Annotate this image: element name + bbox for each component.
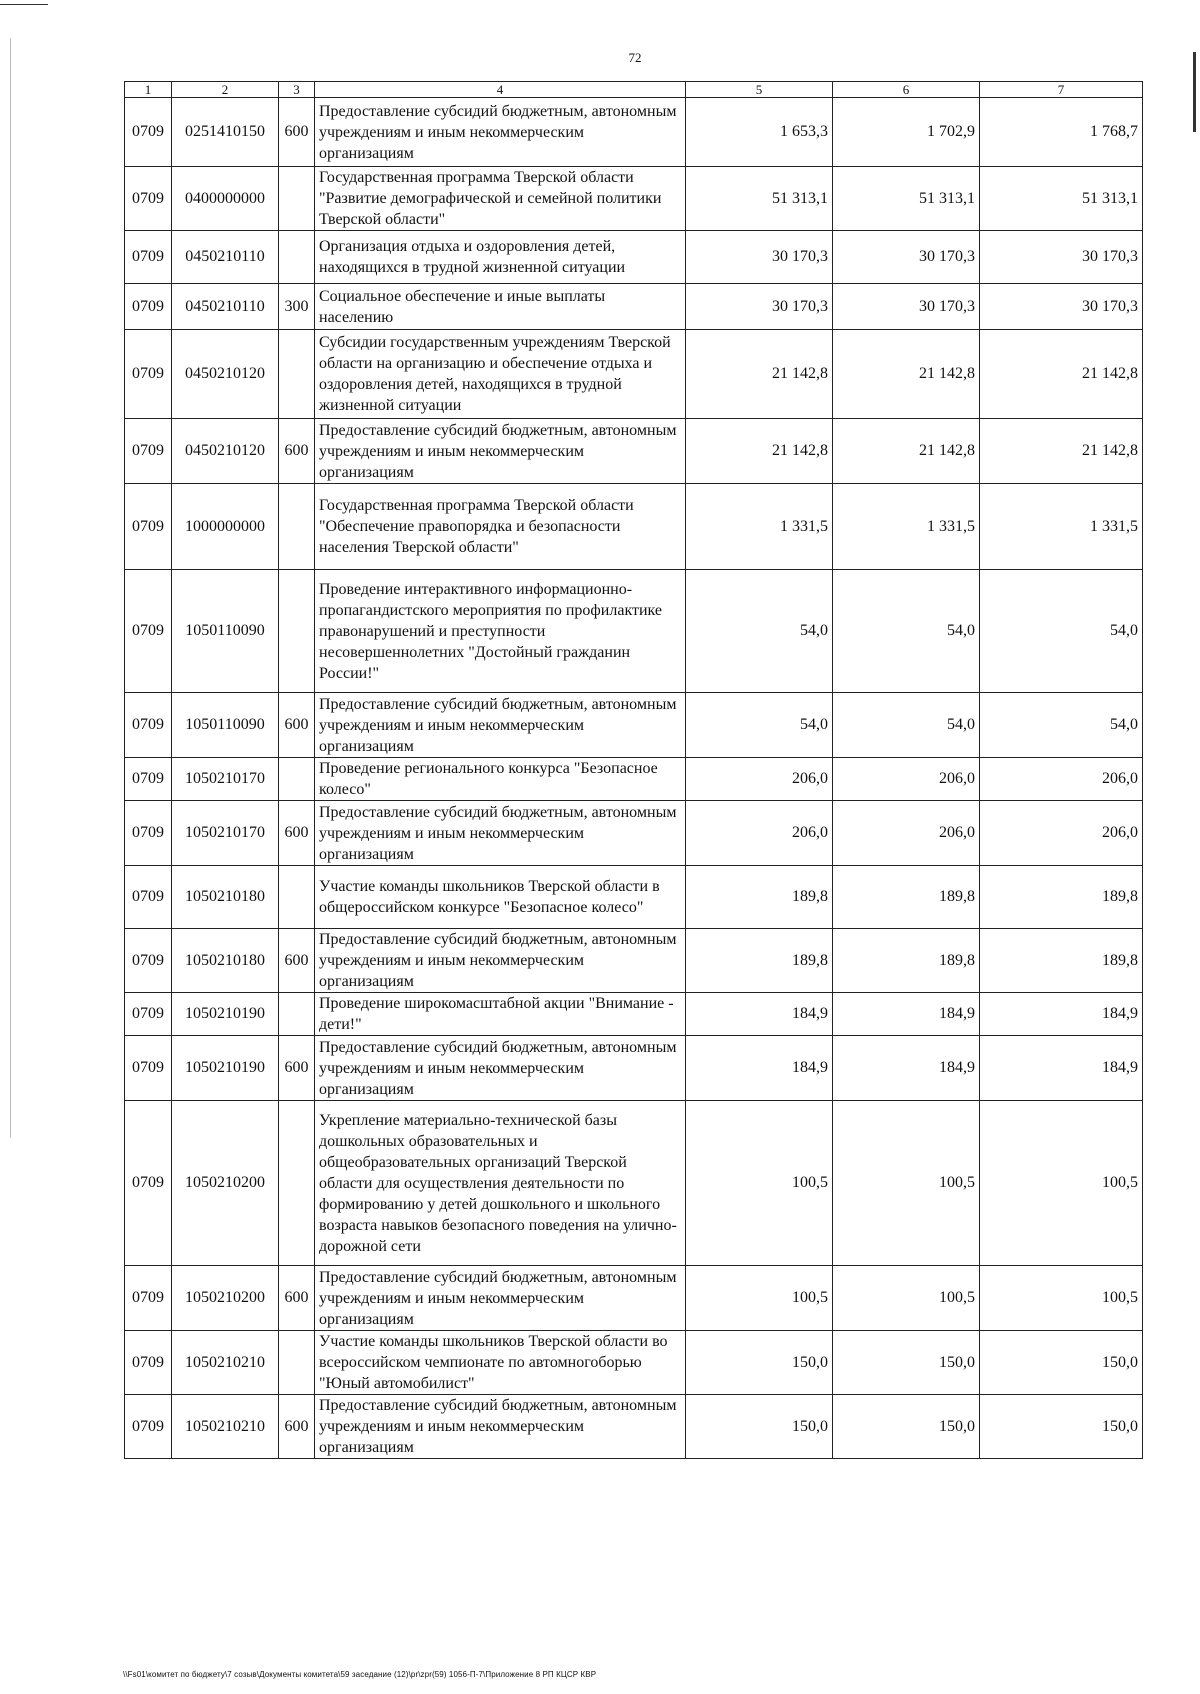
amount-col7-cell: 21 142,8: [980, 419, 1143, 484]
table-row: [125, 419, 1143, 484]
scan-margin-line: [10, 38, 11, 1138]
amount-col6-cell: 206,0: [833, 801, 980, 866]
target-article-code-cell: 1050210170: [172, 801, 279, 866]
amount-col6-cell: 184,9: [833, 993, 980, 1036]
amount-col6-cell: 1 702,9: [833, 98, 980, 167]
amount-col5-cell: 21 142,8: [686, 330, 833, 419]
expense-type-code-cell: [279, 993, 315, 1036]
expense-type-code-cell: [279, 484, 315, 570]
target-article-code-cell: 1050210190: [172, 993, 279, 1036]
amount-col7-cell: 30 170,3: [980, 231, 1143, 284]
amount-col7-cell: 1 768,7: [980, 98, 1143, 167]
target-article-code-cell: 1050210200: [172, 1101, 279, 1266]
description-cell: Проведение интерактивного информационно-пропагандистского мероприятия по профилактике правонарушений и преступности несовершеннолетних "Достойный гражданин России!": [315, 570, 686, 693]
amount-col5-cell: 100,5: [686, 1266, 833, 1331]
header-row: [125, 82, 1143, 98]
amount-col7-cell: 189,8: [980, 929, 1143, 993]
expense-type-code-cell: [279, 1331, 315, 1395]
amount-col7-cell: 51 313,1: [980, 167, 1143, 231]
description-cell: Предоставление субсидий бюджетным, автономным учреждениям и иным некоммерческим организациям: [315, 1036, 686, 1101]
section-code-cell: 0709: [125, 1266, 172, 1331]
amount-col5-cell: 189,8: [686, 866, 833, 929]
amount-col7-cell: 1 331,5: [980, 484, 1143, 570]
amount-col6-cell: 206,0: [833, 758, 980, 801]
table-row: [125, 758, 1143, 801]
expense-type-code-cell: [279, 330, 315, 419]
description-cell: Предоставление субсидий бюджетным, автономным учреждениям и иным некоммерческим организациям: [315, 1395, 686, 1459]
table-row: [125, 484, 1143, 570]
amount-col7-cell: 206,0: [980, 801, 1143, 866]
amount-col6-cell: 100,5: [833, 1101, 980, 1266]
description-cell: Предоставление субсидий бюджетным, автономным учреждениям и иным некоммерческим организациям: [315, 419, 686, 484]
amount-col6-cell: 21 142,8: [833, 419, 980, 484]
section-code-cell: 0709: [125, 929, 172, 993]
expense-type-code-cell: 600: [279, 419, 315, 484]
section-code-cell: 0709: [125, 167, 172, 231]
table-row: [125, 231, 1143, 284]
description-cell: Предоставление субсидий бюджетным, автономным учреждениям и иным некоммерческим организациям: [315, 801, 686, 866]
amount-col7-cell: 54,0: [980, 693, 1143, 758]
target-article-code-cell: 0450210120: [172, 330, 279, 419]
expense-type-code-cell: 600: [279, 801, 315, 866]
target-article-code-cell: 1050210180: [172, 866, 279, 929]
target-article-code-cell: 0450210110: [172, 231, 279, 284]
section-code-cell: 0709: [125, 1395, 172, 1459]
amount-col6-cell: 54,0: [833, 570, 980, 693]
section-code-cell: 0709: [125, 693, 172, 758]
amount-col5-cell: 184,9: [686, 1036, 833, 1101]
table-row: [125, 1331, 1143, 1395]
amount-col5-cell: 51 313,1: [686, 167, 833, 231]
description-cell: Предоставление субсидий бюджетным, автономным учреждениям и иным некоммерческим организациям: [315, 929, 686, 993]
section-code-cell: 0709: [125, 284, 172, 330]
page-number: 72: [628, 50, 642, 65]
corner-line: [0, 4, 48, 5]
description-cell: Участие команды школьников Тверской области во всероссийском чемпионате по автомногоборью "Юный автомобилист": [315, 1331, 686, 1395]
expense-type-code-cell: 600: [279, 1266, 315, 1331]
amount-col6-cell: 150,0: [833, 1331, 980, 1395]
amount-col6-cell: 100,5: [833, 1266, 980, 1331]
budget-table: [124, 81, 1143, 1459]
amount-col7-cell: 150,0: [980, 1331, 1143, 1395]
amount-col6-cell: 1 331,5: [833, 484, 980, 570]
header-col-4: 4: [315, 82, 686, 98]
section-code-cell: 0709: [125, 1331, 172, 1395]
section-code-cell: 0709: [125, 1036, 172, 1101]
target-article-code-cell: 1050110090: [172, 693, 279, 758]
target-article-code-cell: 1050210200: [172, 1266, 279, 1331]
section-code-cell: 0709: [125, 231, 172, 284]
amount-col5-cell: 30 170,3: [686, 231, 833, 284]
target-article-code-cell: 1050210180: [172, 929, 279, 993]
description-cell: Проведение регионального конкурса "Безопасное колесо": [315, 758, 686, 801]
table-row: [125, 929, 1143, 993]
expense-type-code-cell: [279, 231, 315, 284]
header-col-1: 1: [125, 82, 172, 98]
section-code-cell: 0709: [125, 758, 172, 801]
amount-col7-cell: 189,8: [980, 866, 1143, 929]
table-row: [125, 993, 1143, 1036]
target-article-code-cell: 1050210210: [172, 1395, 279, 1459]
expense-type-code-cell: [279, 866, 315, 929]
description-cell: Укрепление материально-технической базы дошкольных образовательных и общеобразовательных организаций Тверской области для осуществления деятельности по формированию у детей дошкольного и школьного возраста навыков безопасного поведения на улично-дорожной сети: [315, 1101, 686, 1266]
description-cell: Предоставление субсидий бюджетным, автономным учреждениям и иным некоммерческим организациям: [315, 1266, 686, 1331]
target-article-code-cell: 1050110090: [172, 570, 279, 693]
expense-type-code-cell: [279, 758, 315, 801]
section-code-cell: 0709: [125, 330, 172, 419]
amount-col5-cell: 30 170,3: [686, 284, 833, 330]
target-article-code-cell: 1050210170: [172, 758, 279, 801]
amount-col6-cell: 30 170,3: [833, 231, 980, 284]
description-cell: Организация отдыха и оздоровления детей, находящихся в трудной жизненной ситуации: [315, 231, 686, 284]
table-row: [125, 693, 1143, 758]
target-article-code-cell: 0450210120: [172, 419, 279, 484]
target-article-code-cell: 1000000000: [172, 484, 279, 570]
description-cell: Субсидии государственным учреждениям Тверской области на организацию и обеспечение отдыха и оздоровления детей, находящихся в трудной жизненной ситуации: [315, 330, 686, 419]
footer-file-path: \\Fs01\комитет по бюджету\7 созыв\Документы комитета\59 заседание (12)\pr\zpr(59) 1056-П-7\Приложение 8 РП КЦСР КВР: [123, 1670, 597, 1679]
expense-type-code-cell: [279, 167, 315, 231]
amount-col7-cell: 184,9: [980, 993, 1143, 1036]
amount-col7-cell: 206,0: [980, 758, 1143, 801]
amount-col6-cell: 51 313,1: [833, 167, 980, 231]
amount-col6-cell: 189,8: [833, 929, 980, 993]
amount-col7-cell: 100,5: [980, 1101, 1143, 1266]
amount-col7-cell: 150,0: [980, 1395, 1143, 1459]
amount-col6-cell: 21 142,8: [833, 330, 980, 419]
amount-col5-cell: 206,0: [686, 758, 833, 801]
amount-col6-cell: 184,9: [833, 1036, 980, 1101]
header-col-5: 5: [686, 82, 833, 98]
expense-type-code-cell: 300: [279, 284, 315, 330]
amount-col6-cell: 189,8: [833, 866, 980, 929]
amount-col5-cell: 54,0: [686, 693, 833, 758]
description-cell: Государственная программа Тверской области "Обеспечение правопорядка и безопасности населения Тверской области": [315, 484, 686, 570]
table-row: [125, 1395, 1143, 1459]
table-row: [125, 570, 1143, 693]
amount-col5-cell: 54,0: [686, 570, 833, 693]
section-code-cell: 0709: [125, 484, 172, 570]
amount-col5-cell: 1 331,5: [686, 484, 833, 570]
target-article-code-cell: 1050210210: [172, 1331, 279, 1395]
amount-col5-cell: 150,0: [686, 1331, 833, 1395]
amount-col6-cell: 54,0: [833, 693, 980, 758]
section-code-cell: 0709: [125, 866, 172, 929]
table-row: [125, 284, 1143, 330]
amount-col5-cell: 189,8: [686, 929, 833, 993]
amount-col6-cell: 150,0: [833, 1395, 980, 1459]
section-code-cell: 0709: [125, 993, 172, 1036]
section-code-cell: 0709: [125, 801, 172, 866]
target-article-code-cell: 0450210110: [172, 284, 279, 330]
table-row: [125, 167, 1143, 231]
expense-type-code-cell: 600: [279, 693, 315, 758]
header-col-6: 6: [833, 82, 980, 98]
amount-col7-cell: 54,0: [980, 570, 1143, 693]
amount-col7-cell: 184,9: [980, 1036, 1143, 1101]
table-row: [125, 866, 1143, 929]
amount-col7-cell: 100,5: [980, 1266, 1143, 1331]
amount-col5-cell: 150,0: [686, 1395, 833, 1459]
table-row: [125, 801, 1143, 866]
amount-col5-cell: 206,0: [686, 801, 833, 866]
target-article-code-cell: 0251410150: [172, 98, 279, 167]
header-col-7: 7: [980, 82, 1143, 98]
header-col-3: 3: [279, 82, 315, 98]
table-row: [125, 1036, 1143, 1101]
description-cell: Участие команды школьников Тверской области в общероссийском конкурсе "Безопасное колесо": [315, 866, 686, 929]
amount-col5-cell: 21 142,8: [686, 419, 833, 484]
table-row: [125, 330, 1143, 419]
description-cell: Государственная программа Тверской области "Развитие демографической и семейной политики Тверской области": [315, 167, 686, 231]
section-code-cell: 0709: [125, 570, 172, 693]
amount-col7-cell: 21 142,8: [980, 330, 1143, 419]
target-article-code-cell: 0400000000: [172, 167, 279, 231]
expense-type-code-cell: [279, 1101, 315, 1266]
amount-col7-cell: 30 170,3: [980, 284, 1143, 330]
description-cell: Предоставление субсидий бюджетным, автономным учреждениям и иным некоммерческим организациям: [315, 693, 686, 758]
header-col-2: 2: [172, 82, 279, 98]
description-cell: Социальное обеспечение и иные выплаты населению: [315, 284, 686, 330]
expense-type-code-cell: 600: [279, 98, 315, 167]
description-cell: Предоставление субсидий бюджетным, автономным учреждениям и иным некоммерческим организациям: [315, 98, 686, 167]
section-code-cell: 0709: [125, 1101, 172, 1266]
amount-col6-cell: 30 170,3: [833, 284, 980, 330]
section-code-cell: 0709: [125, 98, 172, 167]
amount-col5-cell: 1 653,3: [686, 98, 833, 167]
table-row: [125, 1266, 1143, 1331]
amount-col5-cell: 100,5: [686, 1101, 833, 1266]
section-code-cell: 0709: [125, 419, 172, 484]
expense-type-code-cell: 600: [279, 1395, 315, 1459]
table-row: [125, 1101, 1143, 1266]
target-article-code-cell: 1050210190: [172, 1036, 279, 1101]
expense-type-code-cell: 600: [279, 929, 315, 993]
amount-col5-cell: 184,9: [686, 993, 833, 1036]
description-cell: Проведение широкомасштабной акции "Внимание - дети!": [315, 993, 686, 1036]
table-row: [125, 98, 1143, 167]
expense-type-code-cell: 600: [279, 1036, 315, 1101]
expense-type-code-cell: [279, 570, 315, 693]
